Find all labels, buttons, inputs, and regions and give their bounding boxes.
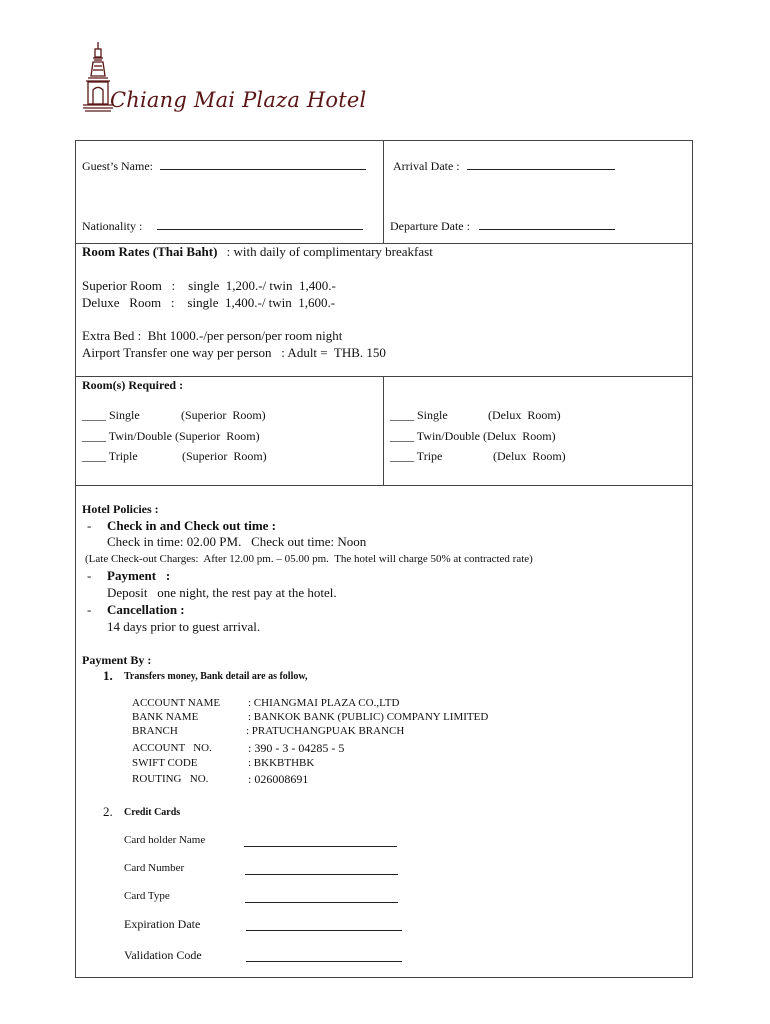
bank-value: : PRATUCHANGPUAK BRANCH xyxy=(246,725,405,737)
bank-label: BRANCH xyxy=(132,725,178,737)
superior-single-option[interactable] xyxy=(82,408,140,423)
hotel-name: Chiang Mai Plaza Hotel xyxy=(110,88,367,112)
guest-name-label: Guest’s Name: xyxy=(82,159,153,173)
delux-single-option[interactable] xyxy=(390,408,448,423)
card-number-input[interactable] xyxy=(245,862,398,875)
departure-date-label: Departure Date : xyxy=(390,219,470,233)
bank-label: ROUTING NO. xyxy=(132,773,209,785)
cancellation-heading: Cancellation : xyxy=(107,602,185,617)
option-type: Twin/Double xyxy=(416,429,480,443)
transfer-heading: Transfers money, Bank detail are as follow, xyxy=(124,671,308,682)
option-type: Single xyxy=(109,408,140,422)
checkin-dash: - xyxy=(87,518,92,533)
policies-heading: Hotel Policies : xyxy=(82,502,159,516)
cancellation-dash: - xyxy=(87,602,92,617)
rooms-divider xyxy=(383,376,384,485)
bank-value: : BANKOK BANK (PUBLIC) COMPANY LIMITED xyxy=(248,711,489,723)
rooms-top-rule xyxy=(75,376,693,377)
arrival-date-label: Arrival Date : xyxy=(393,159,460,173)
guest-name-field[interactable] xyxy=(82,157,366,174)
card-number-label: Card Number xyxy=(124,862,185,874)
option-blank[interactable]: ____ xyxy=(390,408,414,422)
card-type-input[interactable] xyxy=(245,890,398,903)
nationality-field[interactable] xyxy=(82,217,363,234)
arrival-date-blank[interactable] xyxy=(467,157,615,170)
option-blank[interactable]: ____ xyxy=(82,429,106,443)
payment-policy-heading: Payment : xyxy=(107,568,171,583)
bank-label: SWIFT CODE xyxy=(132,757,198,769)
payment-policy-text: Deposit one night, the rest pay at the hotel. xyxy=(107,585,337,600)
departure-date-field[interactable] xyxy=(390,217,615,234)
superior-twin-option[interactable] xyxy=(82,429,260,444)
bank-label: BANK NAME xyxy=(132,711,199,723)
rates-heading: Room Rates (Thai Baht) xyxy=(82,244,218,259)
bank-label: ACCOUNT NAME xyxy=(132,697,221,709)
option-blank[interactable]: ____ xyxy=(390,449,414,463)
rooms-required-heading: Room(s) Required : xyxy=(82,378,184,392)
superior-triple-option[interactable] xyxy=(82,449,138,464)
delux-single-category: (Delux Room) xyxy=(488,408,561,422)
expiration-date-input[interactable] xyxy=(246,918,402,931)
delux-tripe-option[interactable] xyxy=(390,449,442,464)
option-type: Triple xyxy=(108,449,138,463)
nationality-label: Nationality : xyxy=(82,219,143,233)
airport-transfer-rate: Airport Transfer one way per person : Adult = THB. 150 xyxy=(82,345,386,360)
bank-value: : 390 - 3 - 04285 - 5 xyxy=(248,741,345,755)
delux-twin-option[interactable] xyxy=(390,429,556,444)
card-holder-input[interactable] xyxy=(244,834,397,847)
option-type: Single xyxy=(417,408,448,422)
arrival-date-field[interactable] xyxy=(393,157,615,174)
delux-tripe-category: (Delux Room) xyxy=(493,449,566,463)
bank-value: : CHIANGMAI PLAZA CO.,LTD xyxy=(248,697,400,709)
validation-code-label: Validation Code xyxy=(124,948,202,962)
card-holder-label: Card holder Name xyxy=(124,834,206,846)
hotel-logo xyxy=(80,40,367,120)
superior-triple-category: (Superior Room) xyxy=(182,449,267,463)
extra-bed-rate: Extra Bed : Bht 1000.-/per person/per room night xyxy=(82,328,343,343)
expiration-date-label: Expiration Date xyxy=(124,917,201,931)
rates-heading-note: : with daily of complimentary breakfast xyxy=(226,244,433,259)
checkin-times: Check in time: 02.00 PM. Check out time: Noon xyxy=(107,534,367,549)
bank-value: : 026008691 xyxy=(248,772,309,786)
superior-single-category: (Superior Room) xyxy=(181,408,266,422)
credit-cards-heading: Credit Cards xyxy=(124,807,181,818)
payment-dash: - xyxy=(87,568,92,583)
guest-divider xyxy=(383,140,384,243)
payment-by-heading: Payment By : xyxy=(82,653,152,667)
card-number: 2. xyxy=(103,804,113,819)
option-blank[interactable]: ____ xyxy=(82,408,106,422)
deluxe-room-rate: Deluxe Room : single 1,400.-/ twin 1,600.- xyxy=(82,295,336,310)
bank-value: : BKKBTHBK xyxy=(248,757,315,769)
nationality-blank[interactable] xyxy=(157,217,363,230)
rates-heading-line xyxy=(82,244,433,260)
bank-label: ACCOUNT NO. xyxy=(132,742,212,754)
validation-code-input[interactable] xyxy=(246,949,402,962)
departure-date-blank[interactable] xyxy=(479,217,615,230)
option-type: Tripe xyxy=(416,449,443,463)
option-blank[interactable]: ____ xyxy=(390,429,414,443)
superior-room-rate: Superior Room : single 1,200.-/ twin 1,400.- xyxy=(82,278,336,293)
transfer-number: 1. xyxy=(103,668,113,683)
guest-name-blank[interactable] xyxy=(160,157,366,170)
late-checkout-charges: (Late Check-out Charges: After 12.00 pm. – 05.00 pm. The hotel will charge 50% at contracted rate) xyxy=(85,553,533,565)
option-category: (Superior Room) xyxy=(174,429,260,443)
option-blank[interactable]: ____ xyxy=(82,449,106,463)
policies-top-rule xyxy=(75,485,693,486)
option-type: Twin/Double xyxy=(108,429,172,443)
option-category: (Delux Room) xyxy=(482,429,556,443)
cancellation-text: 14 days prior to guest arrival. xyxy=(107,619,261,634)
card-type-label: Card Type xyxy=(124,890,170,902)
checkin-heading: Check in and Check out time : xyxy=(107,518,277,533)
